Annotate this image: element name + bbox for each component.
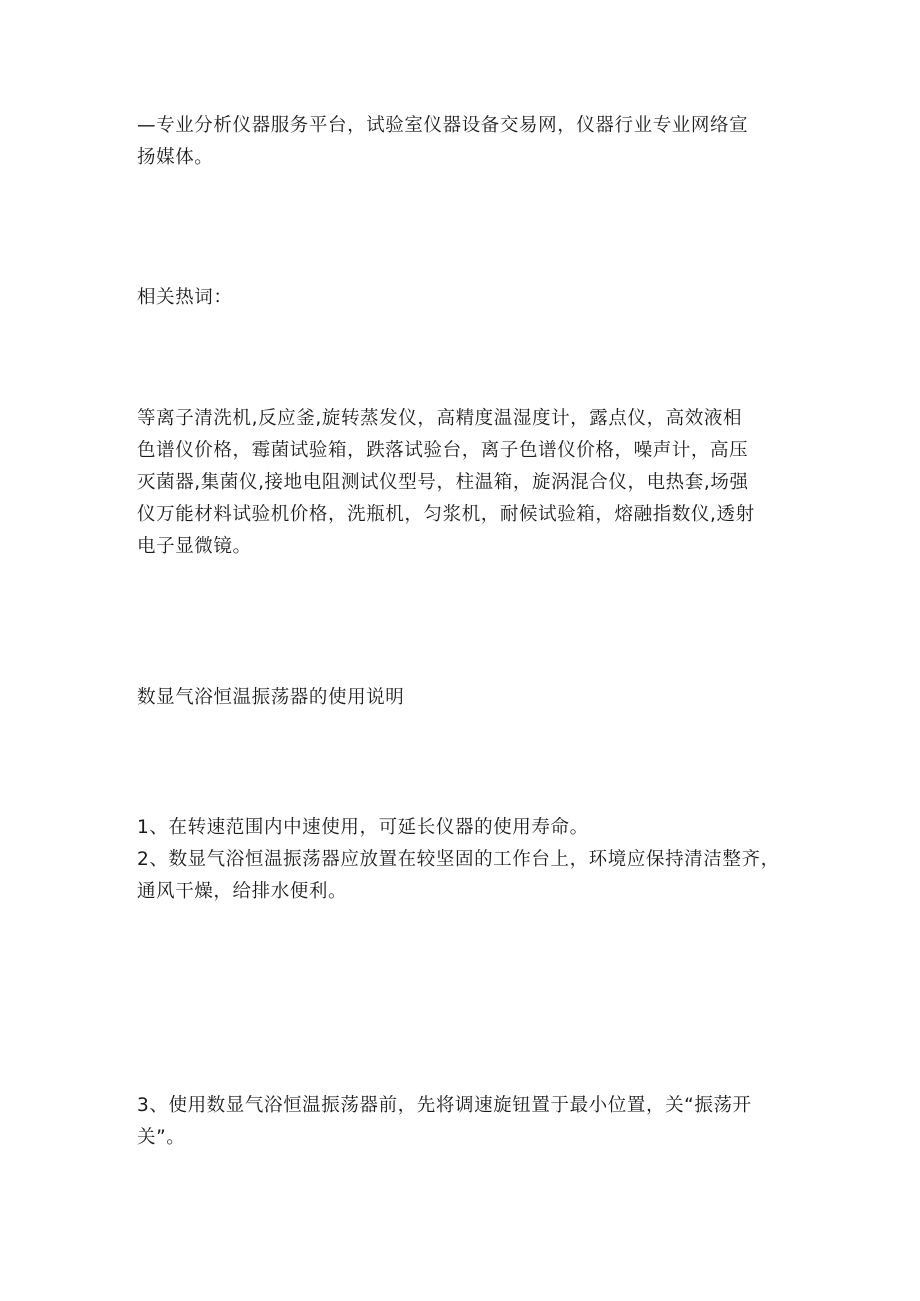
- step-line: 3、使用数显气浴恒温振荡器前，先将调速旋钮置于最小位置，关“振荡开: [137, 1095, 752, 1116]
- hot-words-heading-text: 相关热词：: [137, 287, 233, 308]
- instructions-steps-1-2: [137, 812, 817, 908]
- hot-words-line: 仪万能材料试验机价格，洗瓶机，匀浆机，耐候试验箱，熔融指数仪,透射: [137, 504, 755, 525]
- instructions-title-text: 数显气浴恒温振荡器的使用说明: [137, 687, 405, 708]
- intro-line: 扬媒体。: [137, 147, 214, 168]
- step-line: 1、在转速范围内中速使用，可延长仪器的使用寿命。: [137, 817, 589, 838]
- intro-line: —专业分析仪器服务平台，试验室仪器设备交易网，仪器行业专业网络宣: [137, 115, 749, 136]
- intro-paragraph: [137, 110, 817, 174]
- hot-words-line: 灭菌器,集菌仪,接地电阻测试仪型号，柱温箱，旋涡混合仪，电热套,场强: [137, 472, 749, 493]
- hot-words-line: 电子显微镜。: [137, 536, 252, 557]
- hot-words-heading: [137, 282, 817, 314]
- step-line: 关”。: [137, 1127, 186, 1148]
- hot-words-line: 等离子清洗机,反应釜,旋转蒸发仪，高精度温湿度计，露点仪，高效液相: [137, 408, 743, 429]
- hot-words-line: 色谱仪价格，霉菌试验箱，跌落试验台，离子色谱仪价格，噪声计，高压: [137, 440, 749, 461]
- instructions-title: [137, 682, 817, 714]
- instructions-step-3: [137, 1090, 817, 1154]
- hot-words-paragraph: [137, 403, 817, 563]
- step-line: 2、数显气浴恒温振荡器应放置在较坚固的工作台上，环境应保持清洁整齐，: [137, 849, 780, 870]
- step-line: 通风干燥，给排水便利。: [137, 881, 348, 902]
